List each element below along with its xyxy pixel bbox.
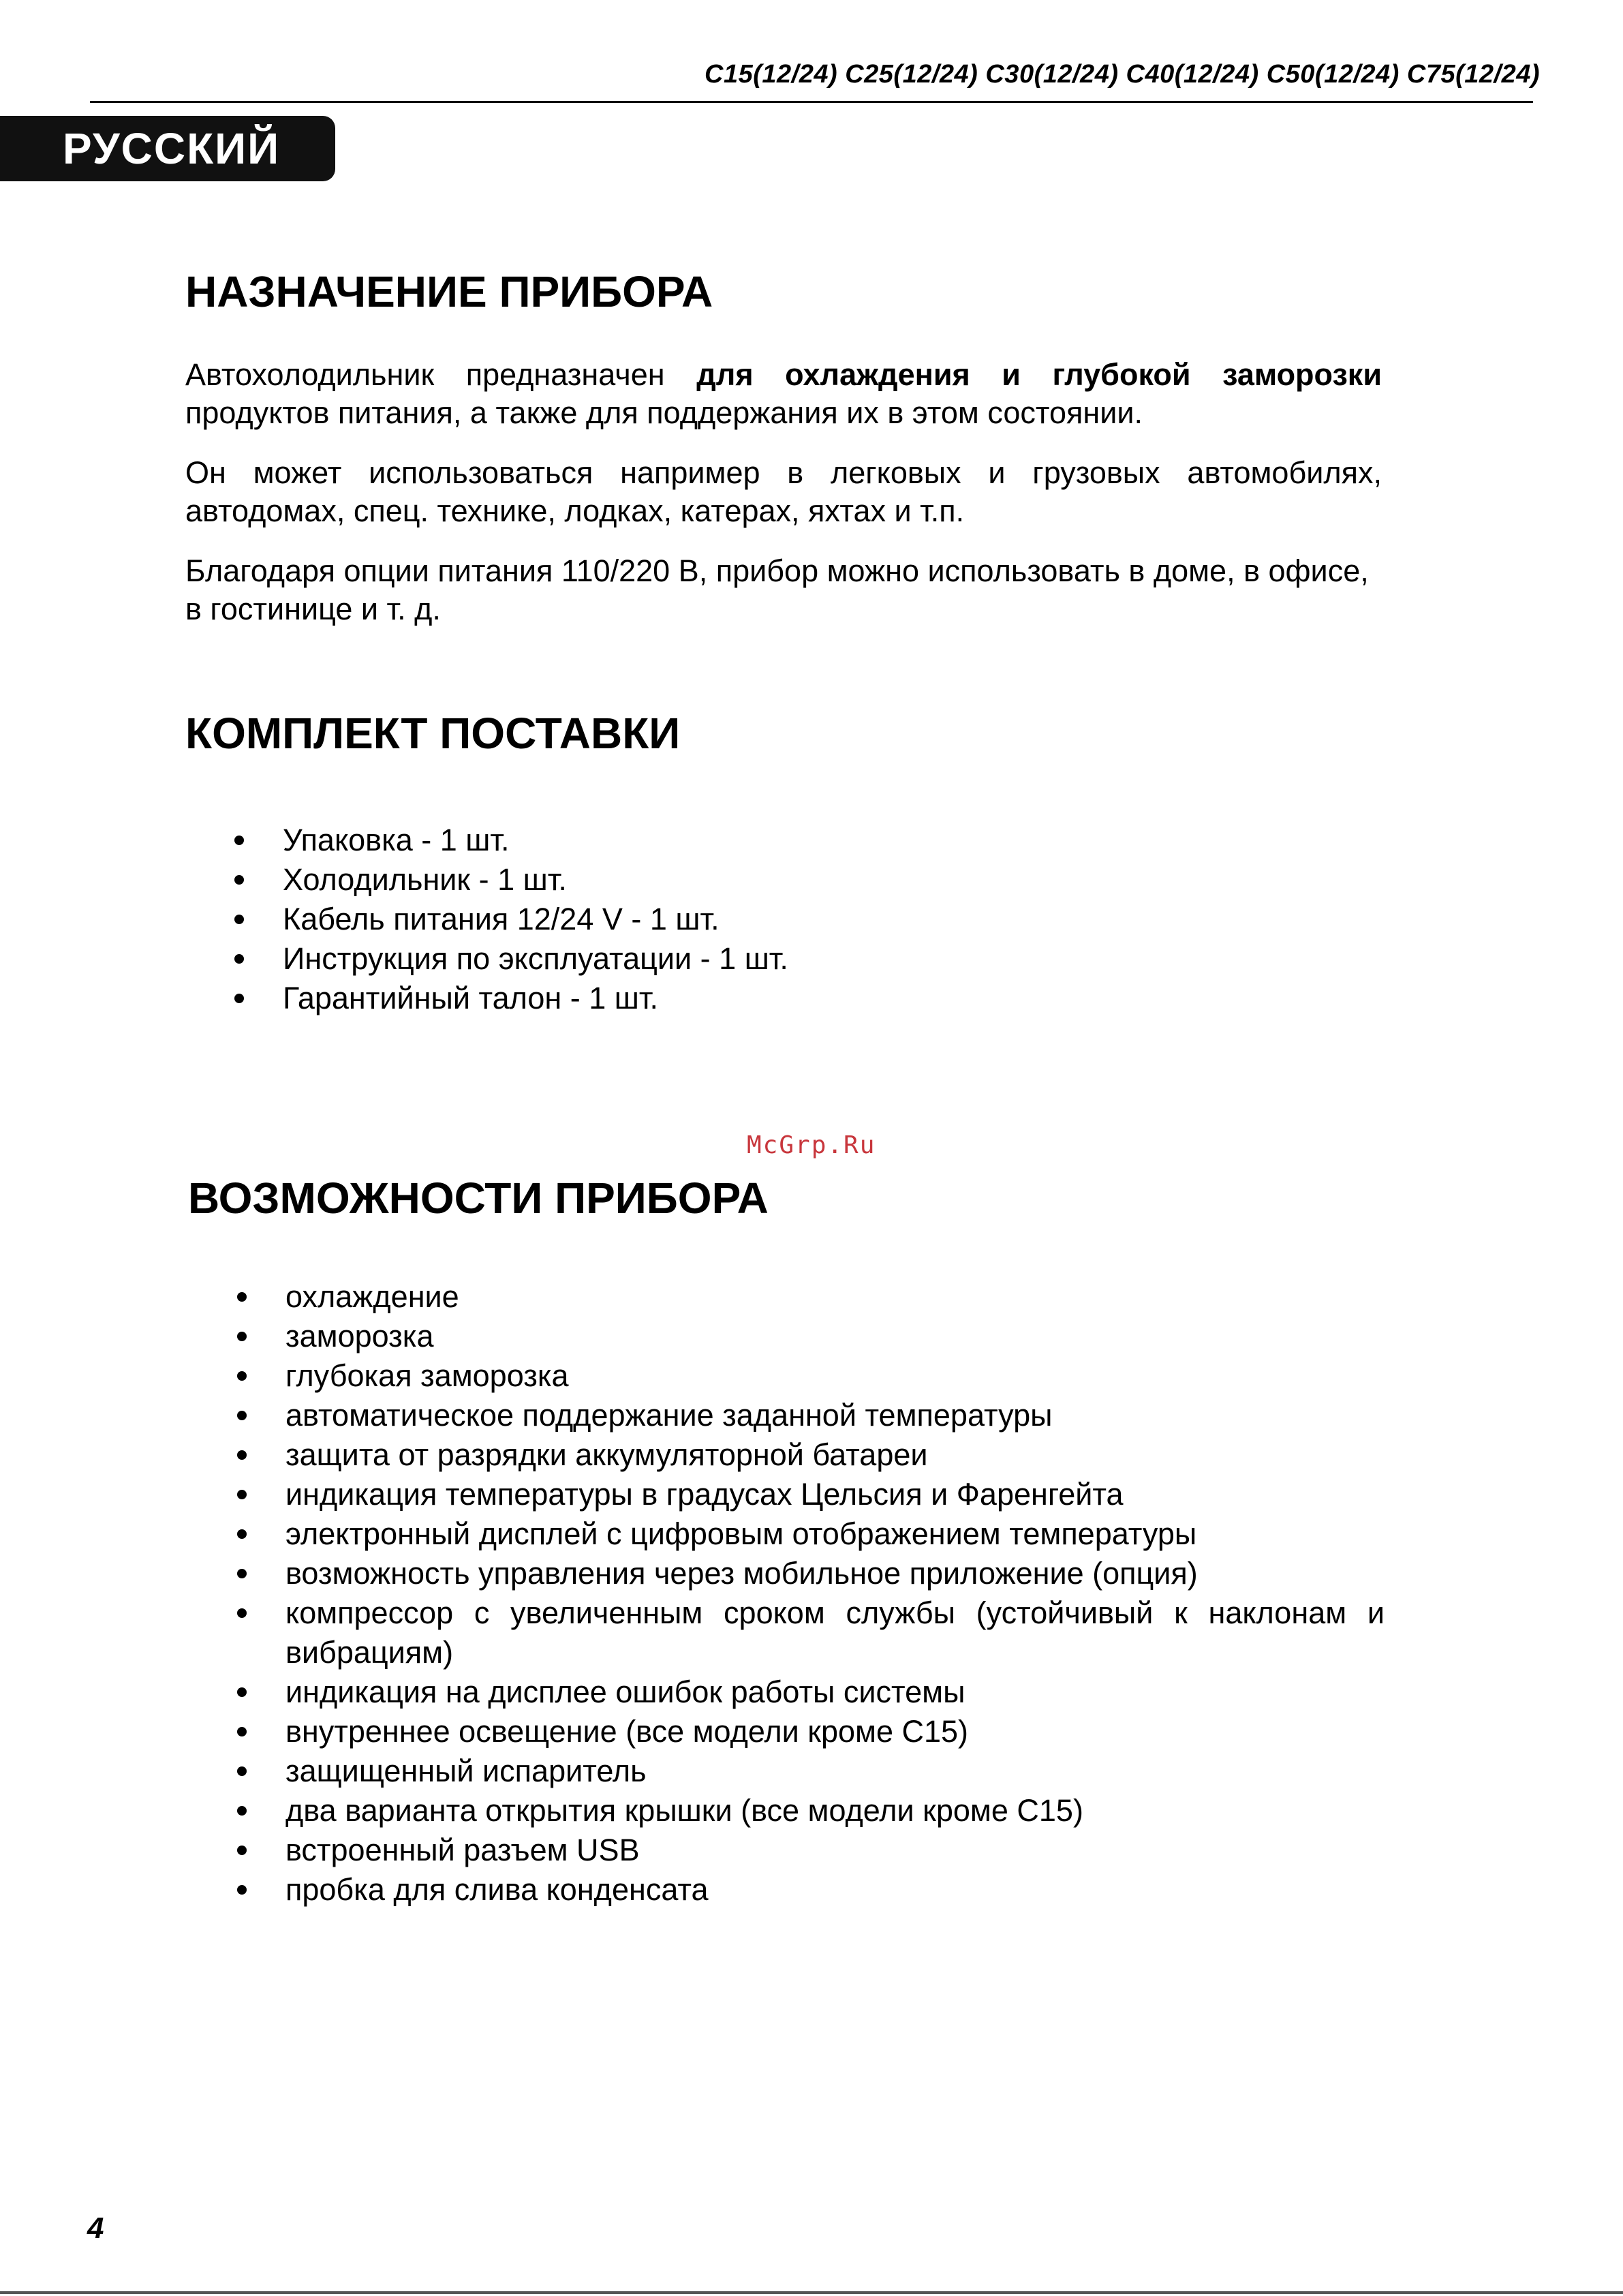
bullet-icon <box>237 1806 247 1816</box>
bullet-icon <box>237 1569 247 1578</box>
bullet-icon <box>237 1450 247 1460</box>
list-item: электронный дисплей с цифровым отображением температуры <box>188 1514 1385 1554</box>
bullet-icon <box>234 994 244 1003</box>
bullet-icon <box>237 1371 247 1381</box>
list-item: возможность управления через мобильное приложение (опция) <box>188 1554 1385 1593</box>
list-item: Инструкция по эксплуатации - 1 шт. <box>185 939 1382 979</box>
package-list <box>185 821 1382 1018</box>
page-number: 4 <box>87 2211 104 2245</box>
list-item: компрессор с увеличенным сроком службы (устойчивый к наклонам и вибрациям) <box>188 1593 1385 1672</box>
purpose-section <box>185 267 1382 318</box>
bottom-divider <box>0 2291 1623 2294</box>
features-list <box>188 1277 1385 1910</box>
bullet-icon <box>237 1885 247 1895</box>
list-item: Упаковка - 1 шт. <box>185 821 1382 860</box>
bullet-icon <box>237 1608 247 1618</box>
list-item: встроенный разъем USB <box>188 1831 1385 1870</box>
bullet-icon <box>234 875 244 885</box>
header-divider <box>90 101 1533 103</box>
list-item: пробка для слива конденсата <box>188 1870 1385 1910</box>
purpose-paragraph-1 <box>185 356 1382 432</box>
list-item: защита от разрядки аккумуляторной батареи <box>188 1435 1385 1475</box>
list-item: защищенный испаритель <box>188 1751 1385 1791</box>
purpose-paragraph-2: Он может использоваться например в легковых и грузовых автомобилях, автодомах, спец. технике, лодках, катерах, яхтах и т.п. <box>185 455 1382 528</box>
package-list-container <box>185 821 1382 1018</box>
bullet-icon <box>237 1687 247 1697</box>
bullet-icon <box>234 836 244 845</box>
bullet-icon <box>237 1727 247 1736</box>
list-item: индикация температуры в градусах Цельсия и Фаренгейта <box>188 1475 1385 1514</box>
list-item: заморозка <box>188 1317 1385 1356</box>
language-tab: РУССКИЙ <box>0 116 335 181</box>
list-item: индикация на дисплее ошибок работы системы <box>188 1672 1385 1712</box>
list-item: два варианта открытия крышки (все модели кроме C15) <box>188 1791 1385 1831</box>
package-title: КОМПЛЕКТ ПОСТАВКИ <box>185 709 681 758</box>
bullet-icon <box>234 954 244 964</box>
features-title: ВОЗМОЖНОСТИ ПРИБОРА <box>188 1174 769 1223</box>
features-list-container <box>188 1277 1385 1910</box>
purpose-title: НАЗНАЧЕНИЕ ПРИБОРА <box>185 267 713 316</box>
purpose-paragraph-3: Благодаря опции питания 110/220 В, прибор можно использовать в доме, в офисе, в гостинице и т. д. <box>185 553 1369 626</box>
bullet-icon <box>237 1292 247 1302</box>
list-item: автоматическое поддержание заданной температуры <box>188 1396 1385 1435</box>
purpose-paragraph-1-start: Автохолодильник предназначен <box>185 357 697 392</box>
features-section <box>188 1174 1385 1224</box>
purpose-paragraph-1-bold: для охлаждения и глубокой заморозки <box>696 357 1382 392</box>
list-item: Холодильник - 1 шт. <box>185 860 1382 900</box>
bullet-icon <box>237 1490 247 1499</box>
list-item: Кабель питания 12/24 V - 1 шт. <box>185 900 1382 939</box>
list-item: глубокая заморозка <box>188 1356 1385 1396</box>
package-section <box>185 709 1382 759</box>
bullet-icon <box>237 1411 247 1420</box>
purpose-body <box>185 356 1382 628</box>
bullet-icon <box>234 915 244 924</box>
bullet-icon <box>237 1529 247 1539</box>
list-item: Гарантийный талон - 1 шт. <box>185 979 1382 1018</box>
list-item: внутреннее освещение (все модели кроме C15) <box>188 1712 1385 1751</box>
purpose-paragraph-1-end: продуктов питания, а также для поддержания их в этом состоянии. <box>185 395 1143 430</box>
list-item: охлаждение <box>188 1277 1385 1317</box>
bullet-icon <box>237 1846 247 1855</box>
bullet-icon <box>237 1766 247 1776</box>
watermark: McGrp.Ru <box>747 1131 876 1159</box>
model-list-header: C15(12/24) C25(12/24) C30(12/24) C40(12/24) C50(12/24) C75(12/24) <box>705 60 1540 89</box>
bullet-icon <box>237 1332 247 1341</box>
